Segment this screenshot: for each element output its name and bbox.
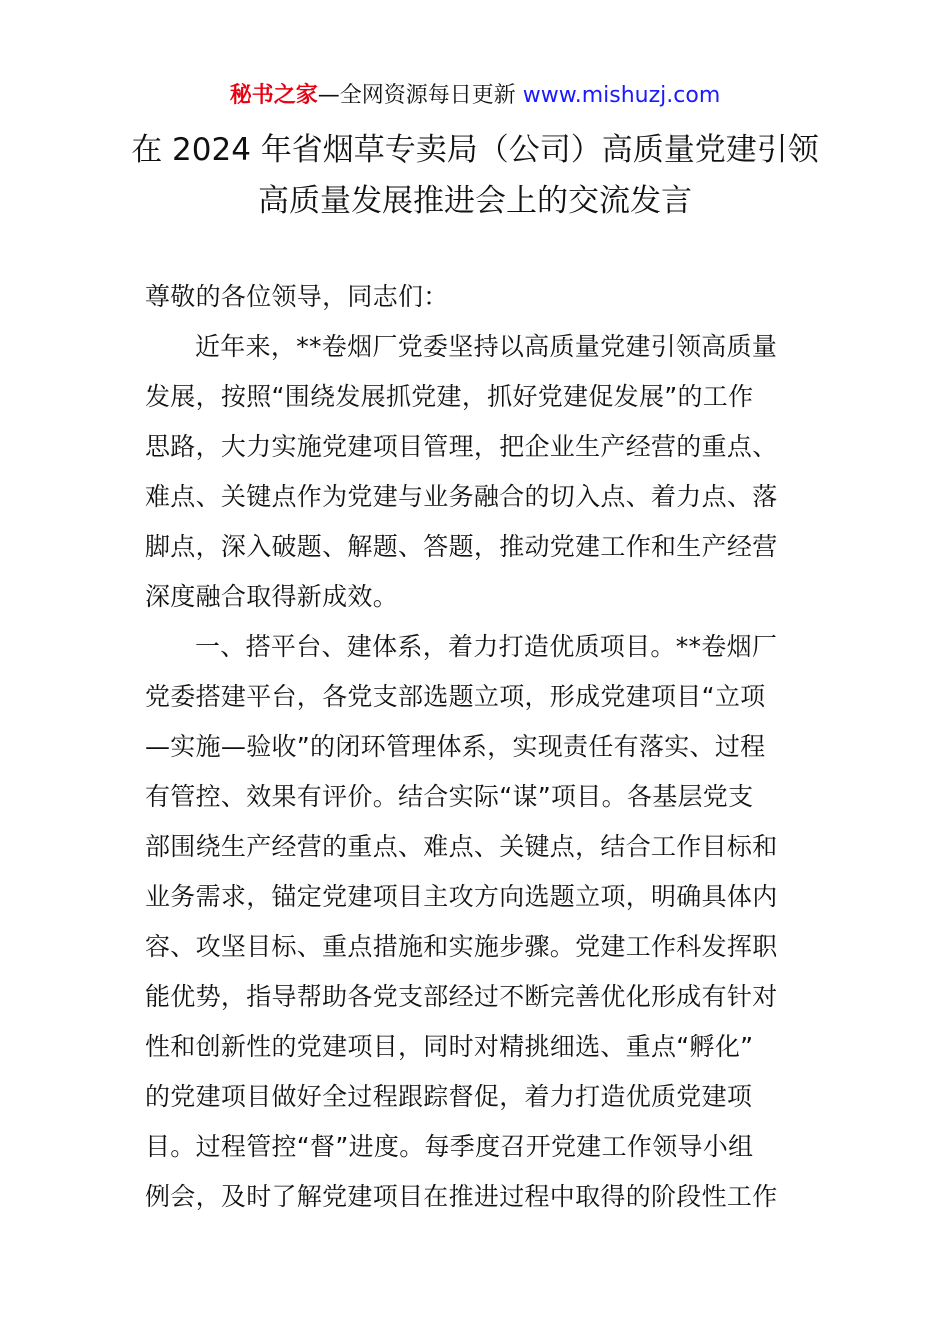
header-tagline: —全网资源每日更新: [317, 83, 523, 108]
salutation: 尊敬的各位领导，同志们：: [145, 282, 449, 311]
site-header: [0, 80, 950, 112]
body-line: 近年来，**卷烟厂党委坚持以高质量党建引领高质量: [195, 332, 778, 361]
body-line: 容、攻坚目标、重点措施和实施步骤。党建工作科发挥职: [145, 932, 778, 961]
body-line: 思路，大力实施党建项目管理，把企业生产经营的重点、: [145, 432, 778, 461]
body-line: 部围绕生产经营的重点、难点、关键点，结合工作目标和: [145, 832, 778, 861]
body-line: 一、搭平台、建体系，着力打造优质项目。**卷烟厂: [195, 632, 778, 661]
body-line: 能优势，指导帮助各党支部经过不断完善优化形成有针对: [145, 982, 778, 1011]
body-line: 有管控、效果有评价。结合实际“谋”项目。各基层党支: [145, 782, 754, 811]
body-line: 性和创新性的党建项目，同时对精挑细选、重点“孵化”: [145, 1032, 754, 1061]
brand-name: 秘书之家: [229, 83, 318, 108]
title-line-1: 在 2024 年省烟草专卖局（公司）高质量党建引领: [131, 132, 819, 168]
body-line: 党委搭建平台，各党支部选题立项，形成党建项目“立项: [145, 682, 766, 711]
document-body: [145, 272, 807, 1222]
body-line: 难点、关键点作为党建与业务融合的切入点、着力点、落: [145, 482, 778, 511]
site-url-link[interactable]: www.mishuzj.com: [522, 83, 721, 108]
body-line: 的党建项目做好全过程跟踪督促，着力打造优质党建项: [145, 1082, 753, 1111]
body-line: 例会，及时了解党建项目在推进过程中取得的阶段性工作: [145, 1182, 778, 1211]
body-line: 脚点，深入破题、解题、答题，推动党建工作和生产经营: [145, 532, 778, 561]
body-line: 发展，按照“围绕发展抓党建，抓好党建促发展”的工作: [145, 382, 754, 411]
body-line: 业务需求，锚定党建项目主攻方向选题立项，明确具体内: [145, 882, 778, 911]
body-line: 目。过程管控“督”进度。每季度召开党建工作领导小组: [145, 1132, 754, 1161]
body-line: 深度融合取得新成效。: [145, 582, 399, 611]
document-title: [0, 125, 950, 227]
body-line: —实施—验收”的闭环管理体系，实现责任有落实、过程: [145, 732, 766, 761]
title-line-2: 高质量发展推进会上的交流发言: [258, 183, 692, 219]
